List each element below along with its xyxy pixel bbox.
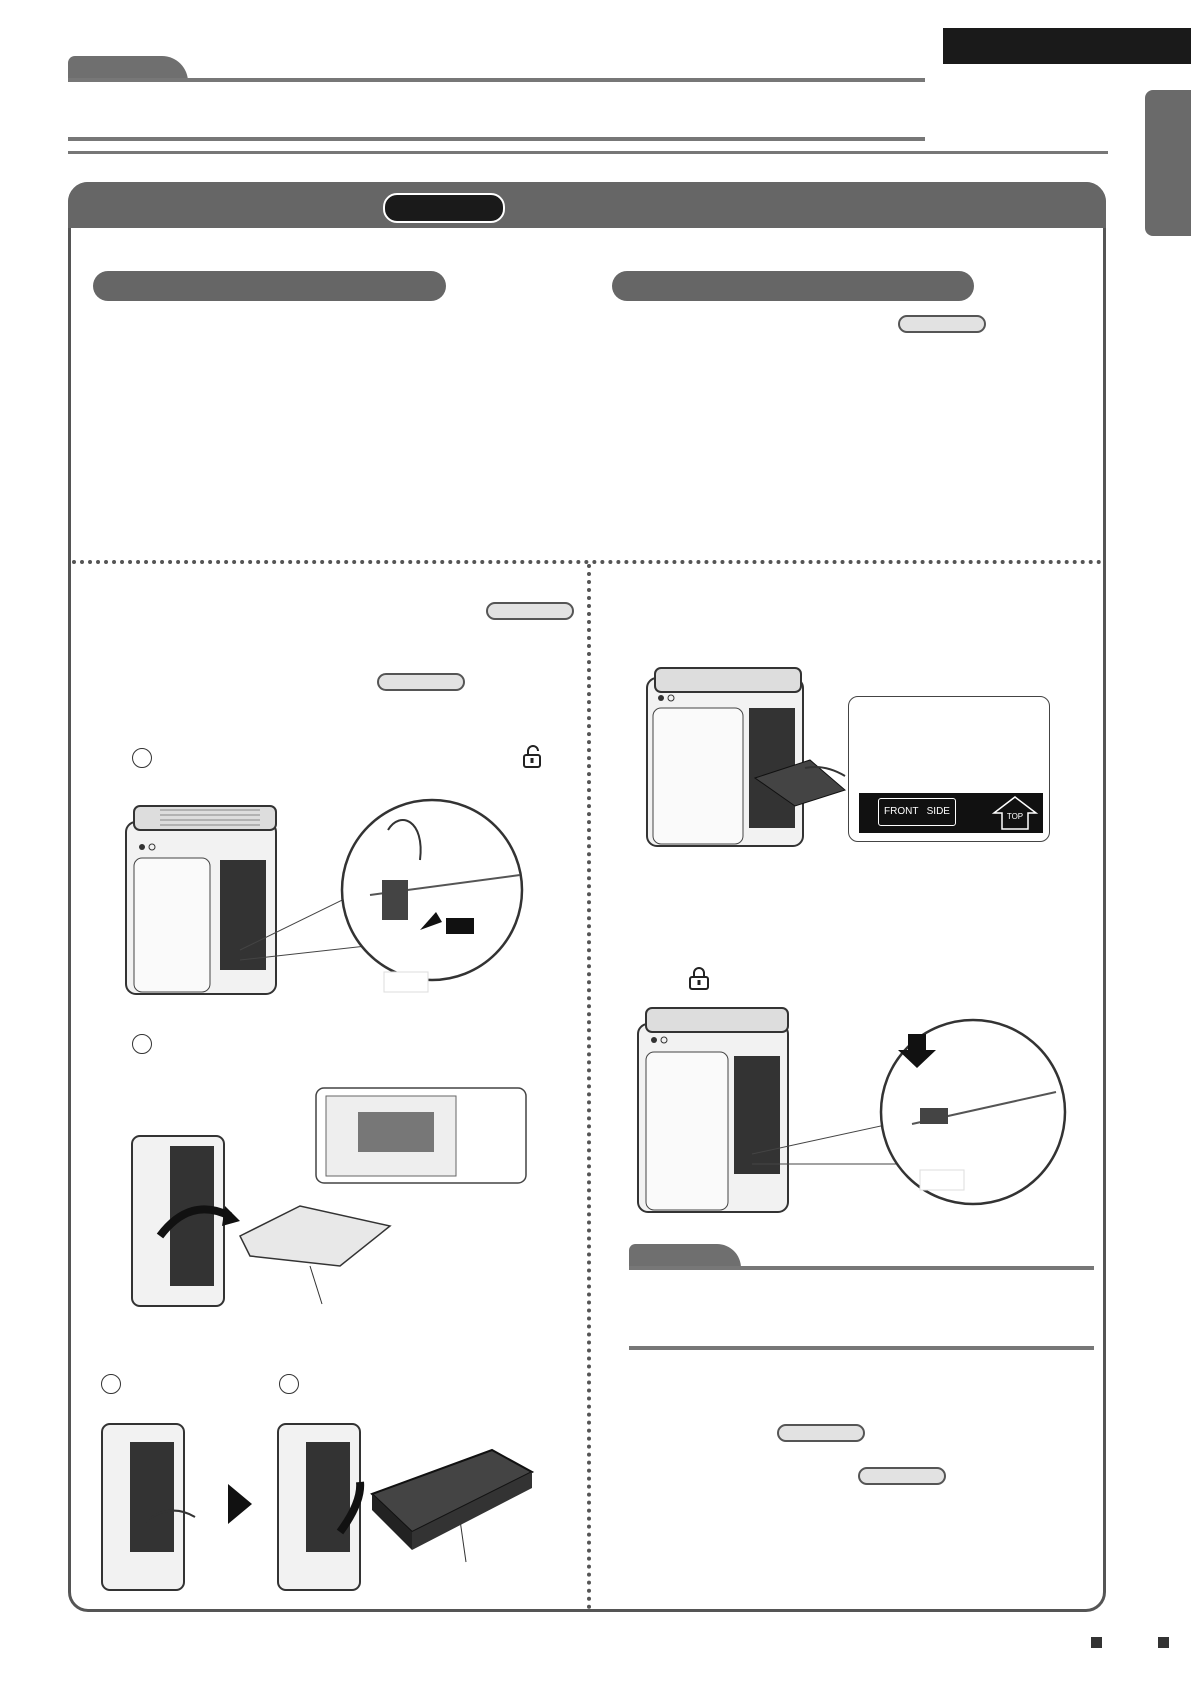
page-reference-pill	[486, 602, 574, 620]
page-reference-pill	[377, 673, 465, 691]
purifier-lock-illustration	[636, 1004, 1066, 1214]
top-label: TOP	[1006, 812, 1024, 821]
main-panel-header-bar	[68, 182, 1106, 228]
page-title-rule-long	[68, 151, 1108, 154]
page-reference-pill	[858, 1467, 946, 1485]
page-header-rule	[68, 78, 925, 82]
step-circle-2	[132, 1034, 152, 1054]
front-side-label: FRONT SIDE	[878, 798, 956, 826]
purifier-unlock-illustration	[120, 800, 540, 1000]
page-reference-pill	[898, 315, 986, 333]
step-circle-3	[101, 1374, 121, 1394]
page-reference-pill	[777, 1424, 865, 1442]
side-index-tab	[1145, 90, 1191, 236]
filter-remove-illustration	[100, 1422, 560, 1594]
section-bar-right	[612, 271, 974, 301]
chapter-tab-black	[943, 28, 1191, 64]
header-badge	[383, 193, 505, 223]
note-header-tab	[629, 1244, 741, 1268]
note-divider-rule	[629, 1346, 1094, 1350]
vertical-dotted-divider	[587, 564, 591, 1610]
step-circle-1	[132, 748, 152, 768]
note-header-rule	[629, 1266, 1094, 1270]
filter-tray-illustration	[130, 1086, 530, 1311]
page-title-rule	[68, 137, 925, 141]
step-circle-4	[279, 1374, 299, 1394]
page-footer-marker	[1091, 1637, 1102, 1648]
page-footer-marker	[1158, 1637, 1169, 1648]
section-bar-left	[93, 271, 446, 301]
locked-padlock-icon	[688, 966, 710, 995]
unlocked-padlock-icon	[522, 744, 544, 773]
